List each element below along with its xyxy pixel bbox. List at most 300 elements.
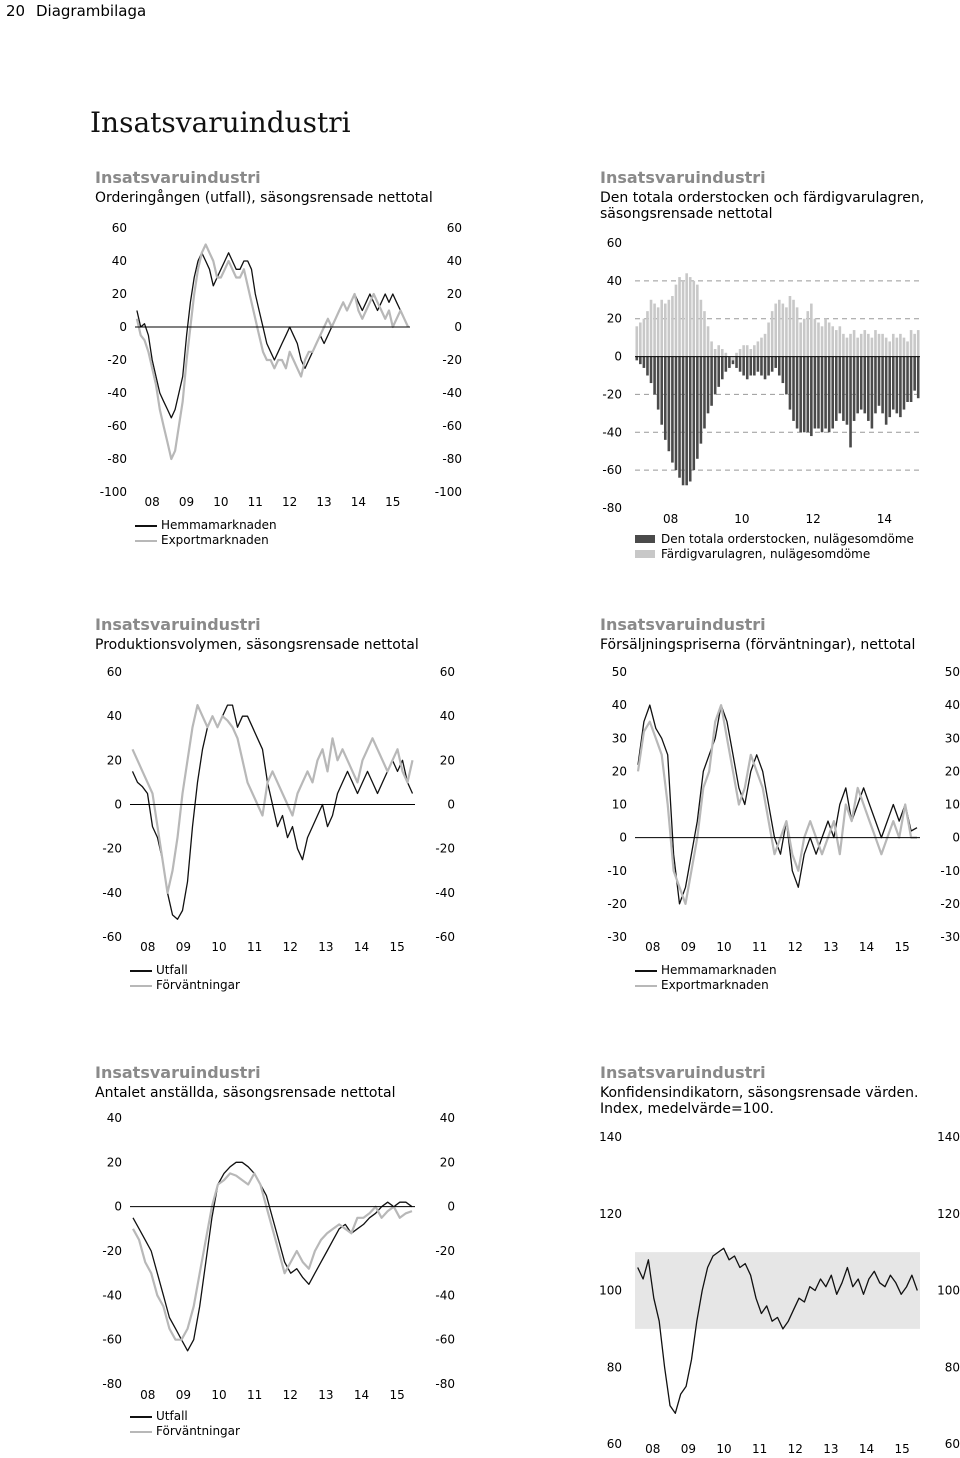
x-tick-label: 13 [316,495,332,509]
y-tick-label-right: 120 [937,1206,960,1221]
bar-order-backlog [717,357,720,387]
x-tick-label: 08 [645,940,661,954]
y-tick-label-right: -40 [442,386,462,400]
y-tick-label-left: -20 [102,841,122,856]
bar-finished-goods [732,357,735,361]
bar-finished-goods [700,300,703,357]
bar-finished-goods [639,323,642,357]
bar-order-backlog [735,357,738,368]
bar-order-backlog [789,357,792,410]
y-tick-label-left: -60 [602,463,622,478]
bar-finished-goods [828,323,831,357]
bar-finished-goods [771,311,774,356]
bar-finished-goods [657,307,660,356]
y-tick-label-left: -100 [99,485,127,499]
y-tick-label-right: 10 [944,797,960,812]
bar-order-backlog [643,357,646,368]
x-tick-label: 09 [175,940,192,954]
y-tick-label-right: -40 [435,1288,455,1303]
page-header [0,0,960,24]
bar-finished-goods [913,334,916,357]
bar-finished-goods [799,323,802,357]
y-tick-label-right: -20 [435,1244,455,1258]
bar-finished-goods [696,285,699,357]
x-tick-label: 10 [734,512,750,526]
y-tick-label-left: 20 [606,311,622,326]
y-tick-label-right: -10 [940,863,960,878]
x-tick-label: 13 [318,940,334,954]
bar-order-backlog [660,357,663,425]
bar-order-backlog [831,357,834,429]
bar-finished-goods [764,334,767,357]
y-tick-label-right: 30 [944,731,960,746]
bar-finished-goods [803,319,806,357]
bar-finished-goods [806,311,809,356]
bar-finished-goods [849,334,852,357]
x-tick-label: 12 [282,1388,298,1402]
y-tick-label-left: -20 [102,1244,122,1258]
legend-swatch [130,970,152,972]
x-tick-label: 10 [211,940,227,954]
bar-finished-goods [675,285,678,357]
bar-finished-goods [888,341,891,356]
bar-finished-goods [846,338,849,357]
y-tick-label-right: 20 [446,287,462,301]
legend-swatch [635,970,657,972]
y-tick-label-right: 20 [944,764,960,779]
bar-order-backlog [881,357,884,414]
bar-finished-goods [856,338,859,357]
bar-finished-goods [796,307,799,356]
series-line-secondary [638,705,917,904]
x-tick-label: 08 [140,1388,156,1402]
y-tick-label-left: 40 [611,698,627,713]
bar-order-backlog [689,357,692,482]
chart-order-backlog [600,168,960,588]
x-tick-label: 08 [144,495,160,509]
bar-finished-goods [810,304,813,357]
y-tick-label-left: 0 [114,797,122,812]
bar-finished-goods [717,345,720,356]
panel-order-intake [95,168,475,568]
bar-finished-goods [746,345,749,356]
chart-title: Insatsvaruindustri [600,168,766,187]
bar-order-backlog [692,357,695,471]
y-tick-label-right: -60 [442,419,462,433]
bar-order-backlog [682,357,685,486]
series-line-secondary [133,1173,412,1339]
y-tick-label-left: -60 [102,930,122,944]
y-tick-label-left: -80 [107,452,127,466]
bar-finished-goods [835,330,838,357]
bar-finished-goods [650,300,653,357]
bar-order-backlog [753,357,756,376]
x-tick-label: 14 [350,495,367,509]
x-tick-label: 10 [716,1442,732,1456]
bar-finished-goods [653,304,656,357]
bar-finished-goods [896,338,899,357]
x-tick-label: 15 [389,1388,405,1402]
x-tick-label: 15 [894,1442,910,1456]
bar-order-backlog [657,357,660,410]
y-tick-label-left: 60 [606,236,622,250]
bar-finished-goods [824,319,827,357]
bar-finished-goods [753,345,756,356]
chart-subtitle: Konfidensindikatorn, säsongsrensade värden. Index, medelvärde=100. [600,1085,919,1117]
bar-finished-goods [910,330,913,357]
panel-order-backlog [600,168,960,588]
bar-finished-goods [749,349,752,357]
bar-finished-goods [774,304,777,357]
bar-finished-goods [867,334,870,357]
panel-employment [95,1063,475,1448]
y-tick-label-right: 140 [937,1130,960,1144]
bar-order-backlog [803,357,806,433]
bar-finished-goods [853,330,856,357]
y-tick-label-left: 40 [106,1111,122,1125]
bar-finished-goods [903,338,906,357]
chart-confidence-indicator [600,1063,960,1458]
bar-finished-goods [668,300,671,357]
bar-order-backlog [703,357,706,429]
bar-order-backlog [828,357,831,433]
bar-finished-goods [839,326,842,356]
chart-order-intake [95,168,475,568]
bar-order-backlog [810,357,813,437]
y-tick-label-left: 100 [599,1283,622,1298]
x-tick-label: 11 [247,495,263,509]
bar-order-backlog [778,357,781,376]
x-tick-label: 12 [787,1442,803,1456]
y-tick-label-left: -40 [602,425,622,440]
y-tick-label-left: 0 [114,1199,122,1214]
bar-order-backlog [903,357,906,410]
y-tick-label-left: 20 [611,764,627,779]
legend-label: Hemmamarknaden [661,963,777,977]
chart-subtitle: Antalet anställda, säsongsrensade nettotal [95,1085,396,1101]
bar-order-backlog [842,357,845,421]
bar-order-backlog [863,357,866,414]
bar-order-backlog [899,357,902,418]
bar-order-backlog [867,357,870,421]
series-line-primary [133,705,413,919]
bar-finished-goods [789,296,792,357]
bar-finished-goods [785,307,788,356]
bar-finished-goods [881,334,884,357]
y-tick-label-left: -40 [102,1288,122,1303]
chart-subtitle: Försäljningspriserna (förväntningar), nettotal [600,637,916,653]
bar-order-backlog [767,357,770,376]
chart-employment [95,1063,475,1448]
x-tick-label: 14 [858,940,875,954]
y-tick-label-right: -20 [442,353,462,367]
legend-label: Färdigvarulagren, nulägesomdöme [661,547,871,561]
bar-order-backlog [785,357,788,395]
bar-order-backlog [796,357,799,429]
x-tick-label: 08 [662,512,679,526]
chart-title: Insatsvaruindustri [95,615,261,634]
bar-order-backlog [774,357,777,368]
y-tick-label-right: -20 [435,841,455,856]
panel-sales-prices [600,615,960,995]
bar-order-backlog [757,357,760,372]
y-tick-label-right: 60 [446,221,462,235]
bar-finished-goods [735,353,738,357]
bar-finished-goods [692,281,695,357]
x-tick-label: 12 [282,940,298,954]
y-tick-label-left: 40 [106,709,122,724]
x-tick-label: 09 [175,1388,192,1402]
bar-order-backlog [764,357,767,380]
legend-swatch [635,985,657,987]
y-tick-label-left: 0 [619,830,627,845]
y-tick-label-left: 60 [111,221,127,235]
bar-finished-goods [671,296,674,357]
bar-finished-goods [685,273,688,356]
bar-order-backlog [653,357,656,395]
bar-order-backlog [821,357,824,433]
chart-subtitle: Orderingången (utfall), säsongsrensade nettotal [95,190,433,206]
bar-order-backlog [671,357,674,463]
bar-order-backlog [678,357,681,478]
bar-order-backlog [707,357,710,414]
bar-finished-goods [635,326,638,356]
x-tick-label: 14 [353,1388,370,1402]
y-tick-label-right: 20 [439,753,455,768]
y-tick-label-right: 40 [944,698,960,713]
legend-label: Utfall [156,963,188,977]
x-tick-label: 12 [787,940,803,954]
x-tick-label: 10 [213,495,229,509]
bar-order-backlog [874,357,877,414]
bar-order-backlog [675,357,678,471]
bar-finished-goods [906,341,909,356]
bar-finished-goods [778,300,781,357]
y-tick-label-left: 40 [111,254,127,268]
bar-finished-goods [792,300,795,357]
bar-finished-goods [885,338,888,357]
x-tick-label: 15 [894,940,910,954]
bar-order-backlog [835,357,838,421]
y-tick-label-left: 20 [106,753,122,768]
bar-finished-goods [842,334,845,357]
legend-label: Den totala orderstocken, nulägesomdöme [661,532,914,546]
chart-subtitle: Den totala orderstocken och färdigvarulagren, säsongsrensade nettotal [600,190,925,222]
bar-order-backlog [806,357,809,433]
bar-order-backlog [792,357,795,421]
bar-finished-goods [767,323,770,357]
legend-swatch [135,525,157,527]
bar-finished-goods [643,319,646,357]
bar-order-backlog [917,357,920,399]
legend-swatch [635,550,655,558]
y-tick-label-right: 40 [439,709,455,724]
y-tick-label-left: -80 [602,501,622,515]
bar-order-backlog [888,357,891,418]
bar-order-backlog [771,357,774,372]
y-tick-label-right: 40 [439,1111,455,1125]
y-tick-label-left: -20 [602,387,622,402]
bar-finished-goods [860,334,863,357]
bar-finished-goods [878,334,881,357]
bar-finished-goods [821,326,824,356]
legend-swatch [130,985,152,987]
series-line-primary [137,253,408,418]
y-tick-label-right: 40 [446,254,462,268]
bar-order-backlog [635,357,638,361]
bar-order-backlog [839,357,842,414]
x-tick-label: 11 [247,940,263,954]
panel-production-volume [95,615,475,995]
bar-finished-goods [710,341,713,356]
y-tick-label-right: -80 [435,1377,455,1391]
x-tick-label: 14 [353,940,370,954]
x-tick-label: 11 [752,940,768,954]
y-tick-label-left: 20 [106,1155,122,1170]
y-tick-label-right: 0 [447,1199,455,1214]
legend-swatch [130,1431,152,1433]
x-tick-label: 08 [645,1442,661,1456]
chart-sales-prices [600,615,960,995]
bar-finished-goods [863,330,866,357]
y-tick-label-left: -60 [107,419,127,433]
bar-order-backlog [817,357,820,429]
y-tick-label-right: -40 [435,885,455,900]
bar-finished-goods [739,349,742,357]
bar-order-backlog [725,357,728,372]
chart-subtitle: Produktionsvolymen, säsongsrensade nettotal [95,637,419,653]
bar-order-backlog [885,357,888,425]
bar-order-backlog [824,357,827,429]
bar-order-backlog [853,357,856,421]
y-tick-label-right: 60 [944,1437,960,1451]
bar-finished-goods [689,277,692,357]
bar-order-backlog [799,357,802,433]
bar-order-backlog [760,357,763,376]
y-tick-label-left: 30 [611,731,627,746]
y-tick-label-left: -40 [107,386,127,400]
bar-order-backlog [896,357,899,414]
y-tick-label-right: 0 [447,797,455,812]
bar-order-backlog [878,357,881,406]
y-tick-label-left: -30 [607,930,627,944]
bar-order-backlog [714,357,717,395]
y-tick-label-left: -60 [102,1332,122,1347]
bar-order-backlog [696,357,699,459]
y-tick-label-right: 20 [439,1155,455,1170]
bar-order-backlog [664,357,667,440]
x-tick-label: 10 [211,1388,227,1402]
y-tick-label-left: -10 [607,863,627,878]
bar-finished-goods [782,304,785,357]
legend-swatch [635,535,655,543]
bar-order-backlog [814,357,817,429]
y-tick-label-right: -100 [434,485,462,499]
x-tick-label: 15 [385,495,401,509]
bar-finished-goods [874,330,877,357]
bar-finished-goods [725,353,728,357]
chart-production-volume [95,615,475,995]
y-tick-label-left: 140 [599,1130,622,1144]
bar-order-backlog [742,357,745,376]
legend-label: Förväntningar [156,978,240,992]
y-tick-label-right: 50 [944,665,960,679]
bar-finished-goods [703,311,706,356]
bar-order-backlog [892,357,895,410]
bar-order-backlog [871,357,874,429]
bar-finished-goods [664,304,667,357]
bar-order-backlog [668,357,671,452]
bar-finished-goods [678,277,681,357]
y-tick-label-left: 20 [111,287,127,301]
bar-order-backlog [639,357,642,365]
y-tick-label-left: 40 [606,273,622,288]
x-tick-label: 11 [247,1388,263,1402]
legend-label: Utfall [156,1409,188,1423]
bar-order-backlog [728,357,731,368]
bar-order-backlog [846,357,849,425]
bar-finished-goods [899,334,902,357]
bar-order-backlog [721,357,724,380]
bar-finished-goods [814,319,817,357]
legend-swatch [130,1416,152,1418]
chart-title: Insatsvaruindustri [600,1063,766,1082]
x-tick-label: 09 [680,940,697,954]
x-tick-label: 12 [805,512,821,526]
bar-finished-goods [721,349,724,357]
y-tick-label-left: -20 [607,896,627,911]
series-line-primary [638,705,917,904]
x-tick-label: 13 [318,1388,334,1402]
bar-order-backlog [856,357,859,414]
bar-order-backlog [700,357,703,444]
bar-finished-goods [917,330,920,357]
x-tick-label: 14 [858,1442,875,1456]
chart-title: Insatsvaruindustri [95,1063,261,1082]
x-tick-label: 09 [680,1442,697,1456]
legend-label: Hemmamarknaden [161,518,277,532]
legend-label: Exportmarknaden [661,978,769,992]
y-tick-label-right: -20 [940,896,960,911]
chart-title: Insatsvaruindustri [95,168,261,187]
bar-order-backlog [860,357,863,410]
bar-finished-goods [757,341,760,356]
y-tick-label-left: -20 [107,353,127,367]
x-tick-label: 12 [282,495,298,509]
bar-finished-goods [817,323,820,357]
x-tick-label: 11 [752,1442,768,1456]
y-tick-label-right: 0 [454,320,462,334]
series-line-secondary [133,705,413,893]
y-tick-label-left: 60 [106,665,122,679]
section-name: Diagrambilaga [36,2,147,20]
panel-confidence-indicator [600,1063,960,1458]
bar-order-backlog [739,357,742,372]
bar-finished-goods [714,349,717,357]
page-number: 20 [6,2,26,20]
bar-order-backlog [749,357,752,376]
bar-order-backlog [746,357,749,380]
bar-finished-goods [760,338,763,357]
bar-order-backlog [646,357,649,376]
y-tick-label-left: 120 [599,1206,622,1221]
y-tick-label-left: 0 [119,320,127,334]
bar-finished-goods [892,334,895,357]
y-tick-label-right: 80 [944,1360,960,1375]
y-tick-label-right: -30 [940,930,960,944]
y-tick-label-left: 80 [606,1360,622,1375]
bar-order-backlog [913,357,916,391]
